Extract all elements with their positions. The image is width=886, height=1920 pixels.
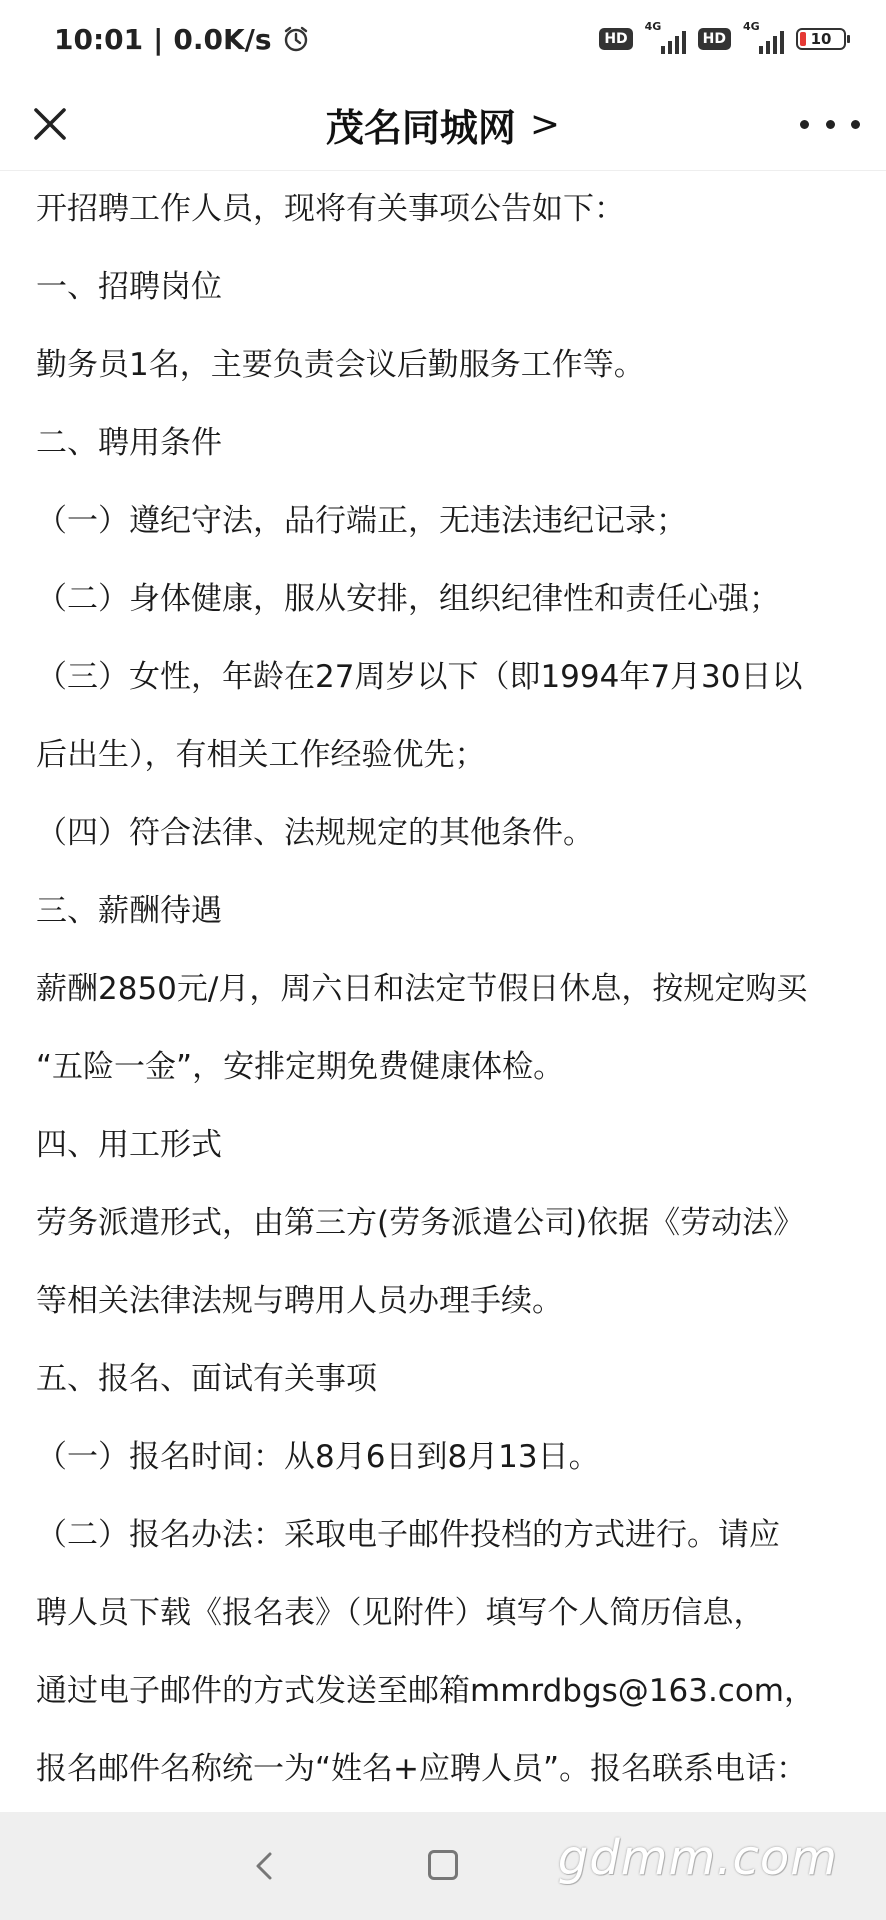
article-line: （一）遵纪守法，品行端正，无违法违纪记录； [36,503,687,539]
article-line: 勤务员1名，主要负责会议后勤服务工作等。 [36,347,645,383]
network-speed: 0.0K/s [173,22,272,56]
status-bar [0,0,886,78]
page-title: 茂名同城网 [325,105,516,150]
system-nav-bar [0,1812,886,1920]
nav-bar [0,78,886,171]
article-line: 报名邮件名称统一为“姓名+应聘人员”。报名联系电话： [36,1751,808,1787]
back-icon[interactable] [244,1846,284,1886]
page-title-link[interactable] [326,97,560,152]
article-line: 劳务派遣形式，由第三方(劳务派遣公司)依据《劳动法》 [36,1205,805,1241]
separator: | [153,22,164,56]
hd-badge: HD [599,28,632,50]
article-body [36,170,856,1808]
signal-icon [743,20,784,54]
article-line: （二）身体健康，服从安排，组织纪律性和责任心强； [36,581,780,617]
article-line: “五险一金”，安排定期免费健康体检。 [36,1049,565,1085]
article-line: 四、用工形式 [36,1127,222,1163]
article-line: 五、报名、面试有关事项 [36,1361,377,1397]
status-left [54,23,310,56]
article-line: 等相关法律法规与聘用人员办理手续。 [36,1283,563,1319]
close-icon[interactable] [26,100,74,148]
chevron-right-icon: > [529,103,561,145]
article-line: （二）报名办法：采取电子邮件投档的方式进行。请应 [36,1517,780,1553]
article-line: 聘人员下载《报名表》（见附件）填写个人简历信息， [36,1595,765,1631]
status-right [599,20,846,54]
more-icon[interactable] [800,106,860,142]
article-line: （一）报名时间：从8月6日到8月13日。 [36,1439,600,1475]
article-line: （四）符合法律、法规规定的其他条件。 [36,815,594,851]
battery-level: 10 [810,30,832,48]
article-line: 后出生），有相关工作经验优先； [36,737,486,773]
network-type: 4G [644,20,662,33]
article-line: 二、聘用条件 [36,425,222,461]
article-line: （三）女性，年龄在27周岁以下（即1994年7月30日以 [36,659,803,695]
hd-badge: HD [698,28,731,50]
article-line: 开招聘工作人员，现将有关事项公告如下： [36,191,625,227]
article-line: 三、薪酬待遇 [36,893,222,929]
watermark: gdmm.com [557,1830,838,1886]
signal-icon [644,20,686,54]
article-line: 一、招聘岗位 [36,269,222,305]
article-line: 通过电子邮件的方式发送至邮箱mmrdbgs@163.com， [36,1673,816,1709]
home-icon[interactable] [428,1850,458,1880]
article-line: 薪酬2850元/月，周六日和法定节假日休息，按规定购买 [36,971,808,1007]
network-type: 4G [743,20,760,33]
battery-icon [796,28,846,50]
clock: 10:01 [54,22,144,56]
alarm-icon [282,25,310,53]
